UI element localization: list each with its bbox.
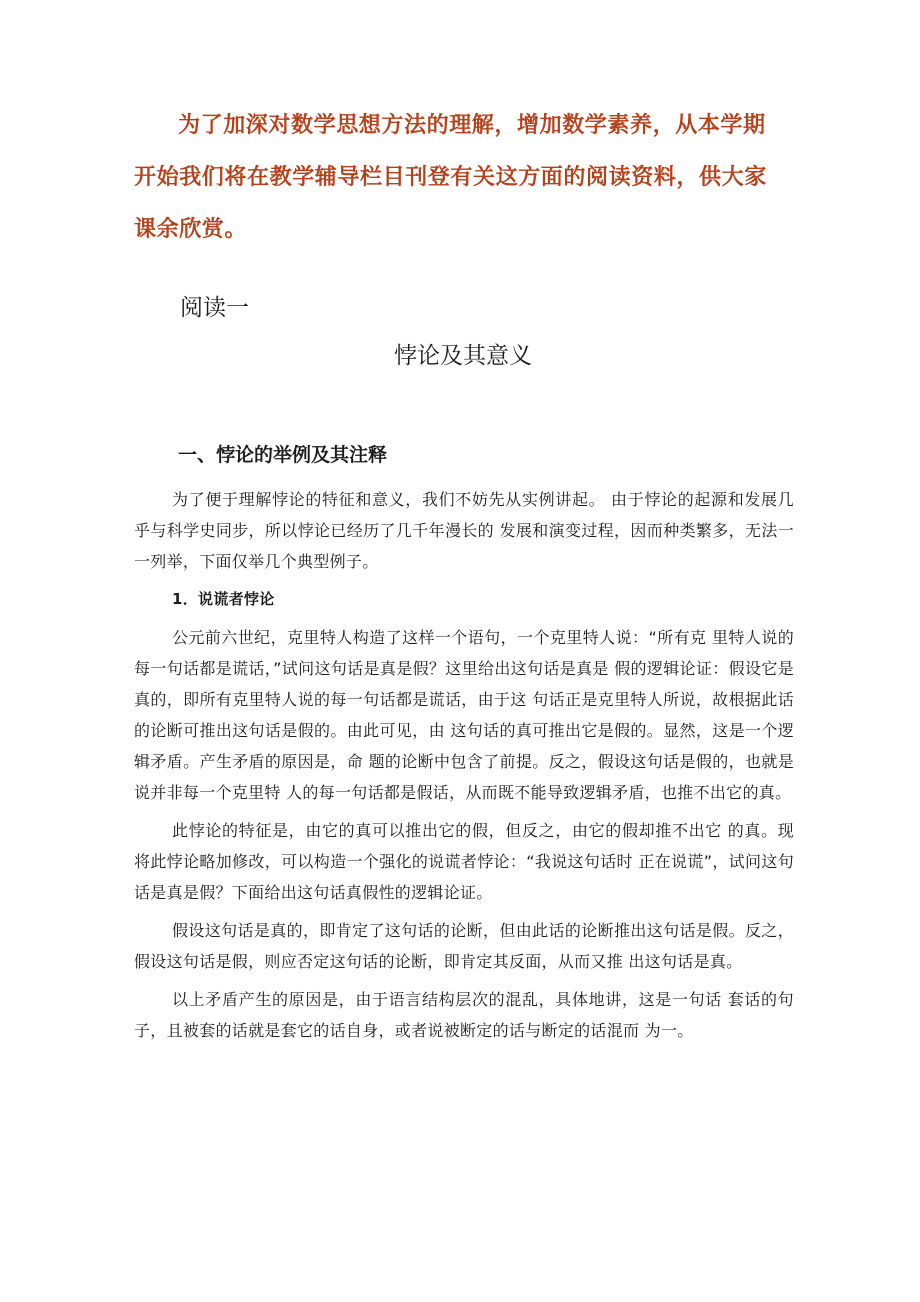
body-paragraph: 公元前六世纪，克里特人构造了这样一个语句，一个克里特人说：“所有克 里特人说的每一句话都是谎话，”试问这句话是真是假？这里给出这句话是真是 假的逻辑论证：假设它是真的，即所有克里特人说的每一句话都是谎话，由于这 句话正是克里特人所说，故根据此话的论断可推出这句话是假的。由此可见，由 这句话的真可推出它是假的。显然，这是一个逻辑矛盾。产生矛盾的原因是，命 题的论断中包含了前提。反之，假设这句话是假的，也就是说并非每一个克里特 人的每一句话都是假话，从而既不能导致逻辑矛盾，也推不出它的真。 xyxy=(134,628,794,802)
intro-notice: 为了加深对数学思想方法的理解，增加数学素养，从本学期开始我们将在教学辅导栏目刊登有关这方面的阅读资料，供大家课余欣赏。 xyxy=(134,113,767,242)
body-paragraph: 以上矛盾产生的原因是，由于语言结构层次的混乱，具体地讲，这是一句话 套话的句子，且被套的话就是套它的话自身，或者说被断定的话与断定的话混而 为一。 xyxy=(134,990,794,1040)
section-label: 阅读一 xyxy=(180,295,249,321)
article-body xyxy=(134,484,794,1046)
body-paragraph: 为了便于理解悖论的特征和意义，我们不妨先从实例讲起。 由于悖论的起源和发展几乎与科学史同步，所以悖论已经历了几千年漫长的 发展和演变过程，因而种类繁多，无法一一列举，下面仅举几个典型例子。 xyxy=(134,490,794,571)
article-title: 悖论及其意义 xyxy=(394,343,532,369)
section-heading: 一、悖论的举例及其注释 xyxy=(178,444,388,466)
subheading-liar-paradox: 1．说谎者悖论 xyxy=(172,590,275,608)
body-paragraph: 此悖论的特征是，由它的真可以推出它的假，但反之，由它的假却推不出它 的真。现将此悖论略加修改，可以构造一个强化的说谎者悖论：“我说这句话时 正在说谎”，试问这句话是真是假？下面给出这句话真假性的逻辑论证。 xyxy=(134,821,794,902)
body-paragraph: 假设这句话是真的，即肯定了这句话的论断，但由此话的论断推出这句话是假。反之，假设这句话是假，则应否定这句话的论断，即肯定其反面，从而又推 出这句话是真。 xyxy=(134,921,794,971)
